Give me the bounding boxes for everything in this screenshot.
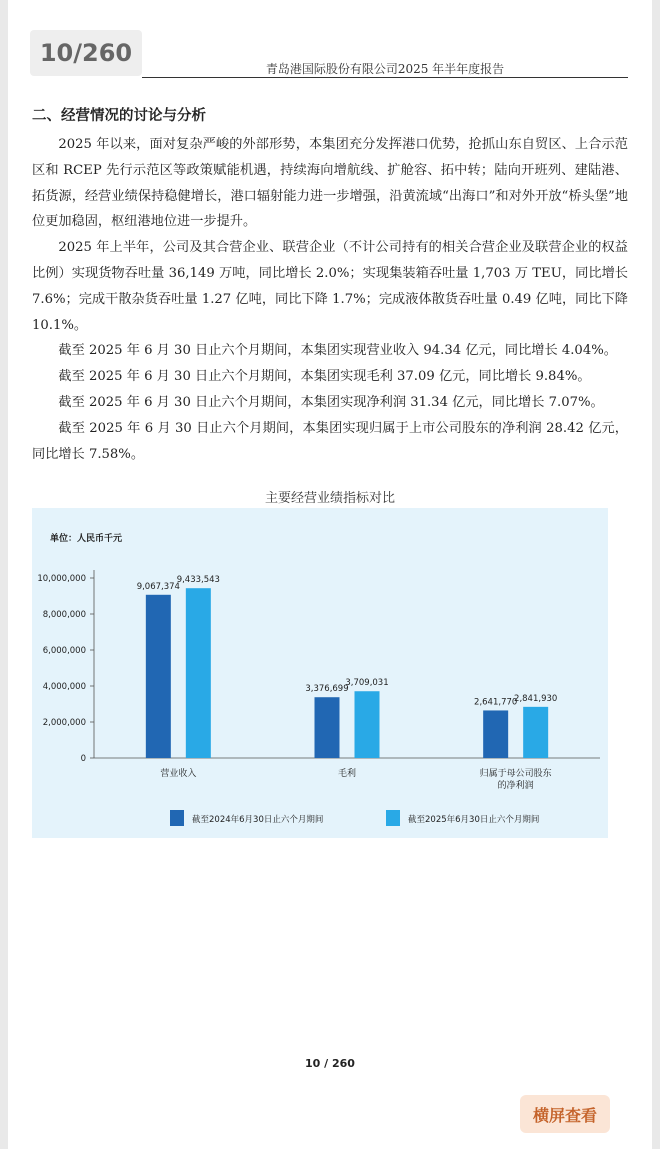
bar-data-label: 9,433,543 (176, 575, 220, 586)
paragraph: 截至 2025 年 6 月 30 日止六个月期间，本集团实现净利润 31.34 亿元，同比增长 7.07%。 (58, 394, 604, 410)
paragraph: 截至 2025 年 6 月 30 日止六个月期间，本集团实现营业收入 94.34 亿元，同比增长 4.04%。 (58, 343, 617, 359)
paragraph: 2025 年上半年，公司及其合营企业、联营企业（不计公司持有的相关合营企业及联营企业的权益比例）实现货物吞吐量 36,149 万吨，同比增长 2.0%；实现集装箱吞吐量 1,703 万 TEU，同比增长 7.6%；完成干散杂货吞吐量 1.27 亿吨，同比下降 1.7%；完成液体散货吞吐量 0.49 亿吨，同比下降 10.1%。 (32, 240, 628, 333)
y-tick-label: 6,000,000 (42, 646, 86, 656)
bar (186, 588, 211, 758)
chart-unit-label: 单位：人民币千元 (50, 534, 123, 544)
bar-data-label: 3,709,031 (345, 678, 389, 689)
footer-page-number: 10 / 260 (305, 1057, 355, 1070)
header-divider (142, 77, 628, 78)
paragraph: 截至 2025 年 6 月 30 日止六个月期间，本集团实现毛利 37.09 亿元，同比增长 9.84%。 (58, 369, 591, 385)
bar (146, 595, 171, 758)
bar (315, 697, 340, 758)
bar (483, 710, 508, 758)
y-tick-label: 2,000,000 (42, 718, 86, 728)
bar (523, 707, 548, 758)
bar (355, 691, 380, 758)
y-tick-label: 0 (80, 754, 86, 764)
bar-data-label: 3,376,699 (305, 684, 349, 695)
body-text (32, 132, 628, 467)
y-tick-label: 8,000,000 (42, 610, 86, 620)
x-category-label: 归属于母公司股东 (479, 769, 552, 779)
bar-chart-svg (32, 508, 608, 838)
bar-data-label: 2,641,770 (474, 697, 518, 708)
legend-label: 截至2025年6月30日止六个月期间 (408, 815, 540, 825)
chart-title: 主要经营业绩指标对比 (264, 491, 395, 506)
bar-data-label: 2,841,930 (514, 693, 558, 704)
bar-data-label: 9,067,374 (136, 581, 180, 592)
x-category-label: 的净利润 (497, 781, 534, 791)
y-tick-label: 4,000,000 (42, 682, 86, 692)
legend-swatch (386, 810, 400, 826)
x-category-label: 毛利 (337, 769, 357, 779)
report-header-title: 青岛港国际股份有限公司2025 年半年度报告 (265, 62, 505, 76)
y-tick-label: 10,000,000 (37, 574, 86, 584)
landscape-view-button[interactable]: 横屏查看 (520, 1095, 610, 1133)
page-indicator-badge: 10/260 (30, 30, 142, 76)
legend-label: 截至2024年6月30日止六个月期间 (192, 815, 324, 825)
section-title: 二、经营情况的讨论与分析 (32, 108, 206, 124)
paragraph: 截至 2025 年 6 月 30 日止六个月期间，本集团实现归属于上市公司股东的净利润 28.42 亿元，同比增长 7.58%。 (32, 420, 628, 462)
legend-swatch (170, 810, 184, 826)
x-category-label: 营业收入 (160, 769, 197, 779)
bar-chart (32, 508, 608, 838)
paragraph: 2025 年以来，面对复杂严峻的外部形势，本集团充分发挥港口优势，抢抓山东自贸区、上合示范区和 RCEP 先行示范区等政策赋能机遇，持续海向增航线、扩舱容、拓中转；陆向开班列、建陆港、拓货源，经营业绩保持稳健增长，港口辐射能力进一步增强，沿黄流域“出海口”和对外开放“桥头堡”地位更加稳固，枢纽港地位进一步提升。 (32, 137, 628, 230)
